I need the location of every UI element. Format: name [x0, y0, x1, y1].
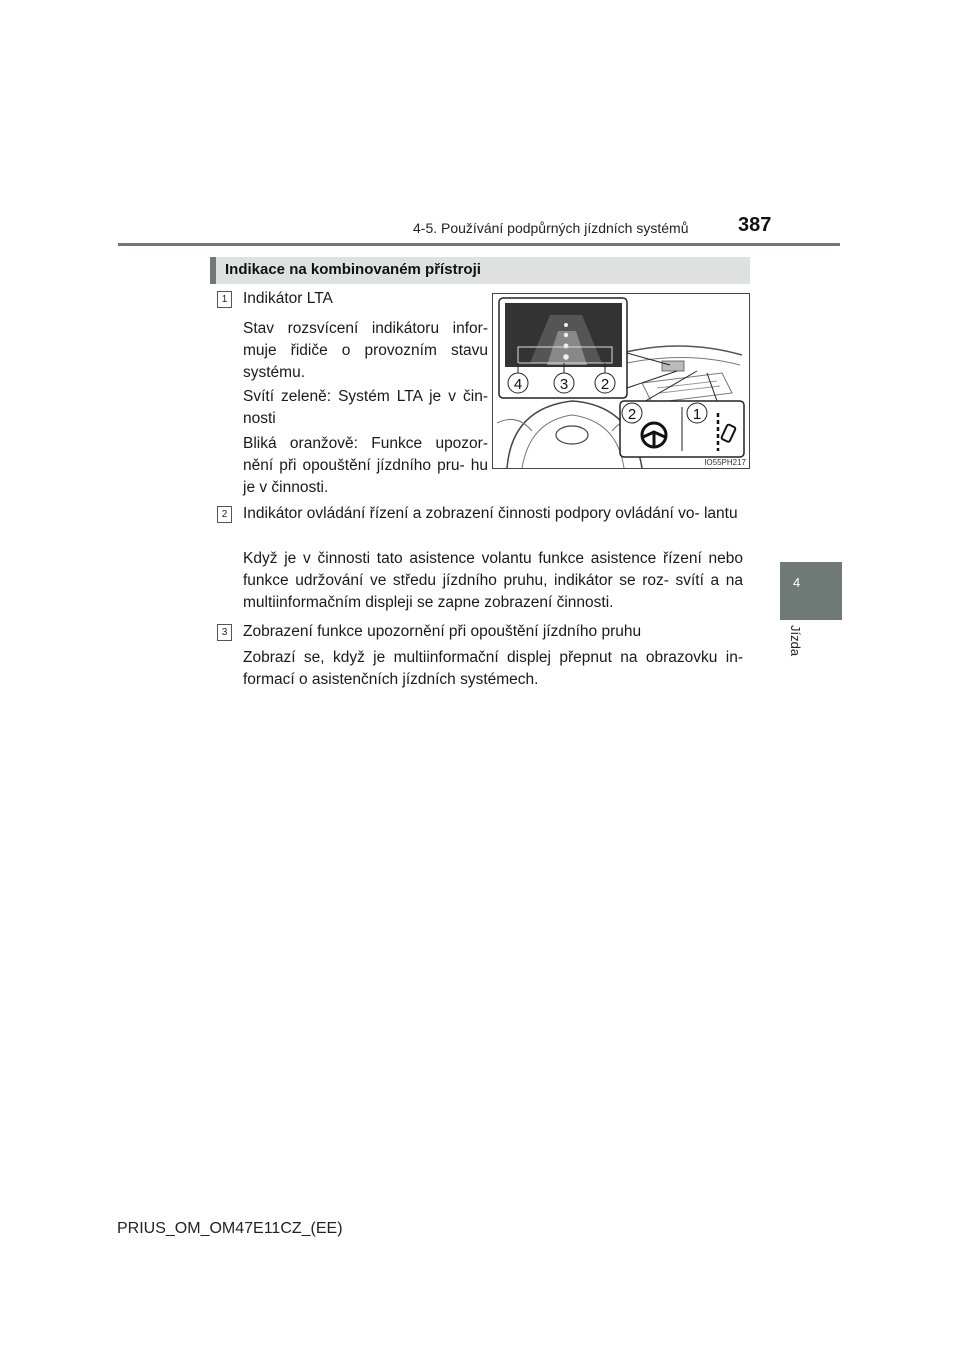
callout-3: 3 [559, 376, 569, 393]
item-number-3: 3 [217, 624, 232, 641]
chapter-tab [780, 562, 842, 620]
item-2-title: Indikátor ovládání řízení a zobrazení činnosti podpory ovládání vo- lantu [243, 505, 738, 522]
callout-4: 4 [513, 376, 523, 393]
item-number-1: 1 [217, 291, 232, 308]
item-number-2: 2 [217, 506, 232, 523]
instrument-cluster-illustration [492, 293, 750, 469]
callout-2b: 2 [627, 406, 637, 423]
item-1-paragraph-1: Stav rozsvícení indikátoru infor- muje řidiče o provozním stavu systému. [243, 320, 488, 381]
document-id: PRIUS_OM_OM47E11CZ_(EE) [117, 1220, 343, 1237]
item-1-title: Indikátor LTA [243, 290, 333, 307]
item-2-paragraph-1: Když je v činnosti tato asistence volantu funkce asistence řízení nebo funkce udržování ve středu jízdního pruhu, indikátor se roz- svítí a na multiinformačním displeji se zapne zobrazení činnosti. [243, 550, 743, 611]
header-rule [118, 243, 840, 246]
item-1-paragraph-2: Svítí zeleně: Systém LTA je v čin- nosti [243, 388, 488, 427]
item-3-title: Zobrazení funkce upozornění při opouštění jízdního pruhu [243, 623, 642, 640]
page-number: 387 [738, 214, 772, 236]
illustration-code: IO55PH217 [704, 458, 746, 467]
chapter-label: Jízda [788, 625, 803, 657]
chapter-number: 4 [793, 575, 801, 590]
callout-1: 1 [692, 406, 702, 423]
item-3-paragraph-1: Zobrazí se, když je multiinformační displej přepnut na obrazovku in- formací o asistenčních jízdních systémech. [243, 649, 743, 688]
running-header: 4-5. Používání podpůrných jízdních systémů [413, 220, 689, 236]
section-accent [210, 257, 216, 284]
section-heading [210, 257, 750, 284]
item-1-paragraph-3: Bliká oranžově: Funkce upozor- nění při opouštění jízdního pru- hu je v činnosti. [243, 435, 488, 496]
callout-2: 2 [600, 376, 610, 393]
section-title: Indikace na kombinovaném přístroji [225, 261, 481, 278]
